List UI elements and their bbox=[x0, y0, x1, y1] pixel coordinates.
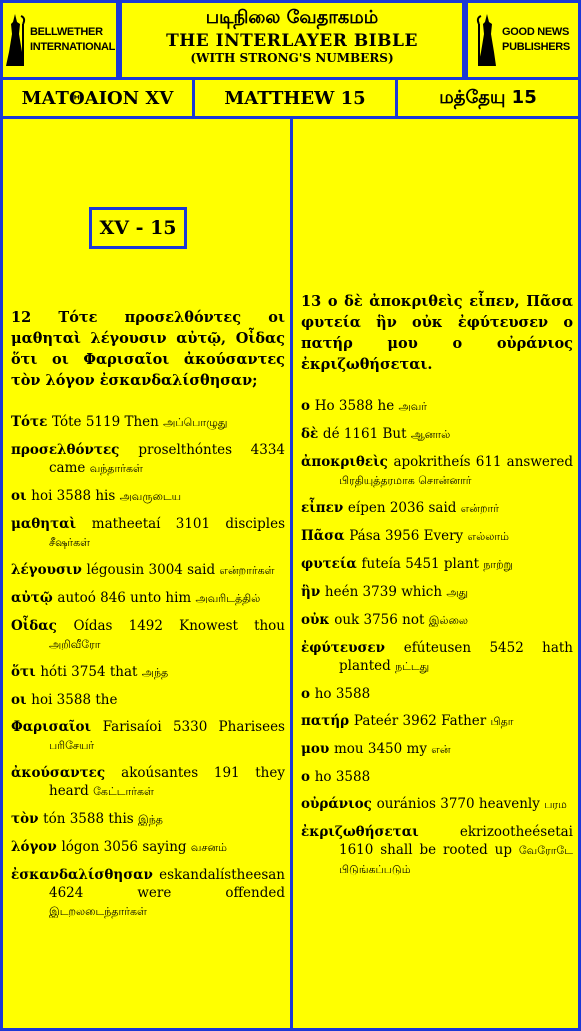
shepherd-icon bbox=[4, 12, 26, 68]
word-entry bbox=[301, 639, 573, 676]
title-tamil: படிநிலை வேதாகமம் bbox=[205, 7, 379, 28]
word-entry bbox=[301, 499, 573, 518]
transliteration-gloss: lógon 3056 saying bbox=[61, 839, 191, 855]
tamil-title-text: மத்தேயு 15 bbox=[439, 86, 537, 108]
transliteration-gloss: ho 3588 bbox=[314, 686, 371, 702]
english-title-text: MATTHEW 15 bbox=[224, 87, 366, 109]
greek-word: προσελθόντες bbox=[11, 442, 139, 458]
transliteration-gloss: Oídas 1492 Knowest thou bbox=[73, 618, 286, 634]
transliteration-gloss: hoi 3588 the bbox=[31, 692, 118, 708]
tamil-gloss: அவருடைய bbox=[119, 490, 182, 503]
greek-word: ἀκούσαντες bbox=[11, 765, 122, 781]
tamil-gloss: அறிவீரோ bbox=[49, 638, 101, 651]
word-entry bbox=[301, 768, 573, 786]
greek-word: ἐκριζωθήσεται bbox=[301, 824, 460, 840]
chapter-verse-label: XV - 15 bbox=[99, 217, 177, 239]
word-entry bbox=[11, 413, 285, 432]
book-title-greek bbox=[0, 77, 195, 119]
word-entry bbox=[301, 740, 573, 759]
book-title-english bbox=[192, 77, 398, 119]
verse-13-text: 13 ο δὲ ἀποκριθεὶς εἶπεν, Πᾶσα φυτεία ἣν οὐκ ἐφύτευσεν ο πατήρ μου ο οὐράνιος ἐκριζωθήσεται. bbox=[301, 293, 573, 373]
greek-word: οὐκ bbox=[301, 612, 335, 628]
transliteration-gloss: ekrizootheésetai 1610 shall be rooted up bbox=[339, 824, 573, 858]
transliteration-gloss: autoó 846 unto him bbox=[57, 590, 196, 606]
subtitle: (WITH STRONG'S NUMBERS) bbox=[190, 51, 394, 65]
greek-word: μαθηταὶ bbox=[11, 516, 92, 532]
word-entry bbox=[301, 712, 573, 731]
word-entry bbox=[11, 718, 285, 755]
tamil-gloss: என்றார் bbox=[460, 502, 499, 515]
transliteration-gloss: ouránios 3770 heavenly bbox=[376, 796, 545, 812]
greek-word: ο bbox=[301, 769, 315, 785]
transliteration-gloss: Pateér 3962 Father bbox=[353, 713, 491, 729]
word-entry bbox=[11, 838, 285, 857]
tamil-gloss: இல்லை bbox=[428, 614, 469, 627]
word-entry bbox=[301, 685, 573, 703]
greek-word: αὐτῷ bbox=[11, 590, 58, 606]
word-entry bbox=[11, 764, 285, 801]
word-entry bbox=[11, 561, 285, 580]
word-entry bbox=[301, 425, 573, 444]
greek-word: δὲ bbox=[301, 426, 323, 442]
right-column bbox=[290, 116, 581, 1031]
word-entry bbox=[11, 617, 285, 654]
tamil-gloss: என் bbox=[431, 743, 451, 756]
tamil-gloss: இந்த bbox=[138, 813, 163, 826]
greek-word: τὸν bbox=[11, 811, 44, 827]
word-entry bbox=[301, 555, 573, 574]
transliteration-gloss: Ho 3588 he bbox=[314, 398, 399, 414]
word-entry bbox=[11, 810, 285, 829]
greek-word: ἣν bbox=[301, 584, 325, 600]
greek-word: οὐράνιος bbox=[301, 796, 377, 812]
word-entry bbox=[301, 583, 573, 602]
transliteration-gloss: hóti 3754 that bbox=[40, 664, 142, 680]
word-entry bbox=[11, 487, 285, 506]
greek-word: μου bbox=[301, 741, 334, 757]
greek-word: οι bbox=[11, 488, 32, 504]
word-entry bbox=[301, 795, 573, 814]
tamil-gloss: எல்லாம் bbox=[467, 530, 509, 543]
left-column bbox=[0, 116, 293, 1031]
greek-word: εἶπεν bbox=[301, 500, 348, 516]
verse-12-text: 12 Τότε προσελθόντες οι μαθηταὶ λέγουσιν αὐτῷ, Οἶδας ὅτι οι Φαρισαῖοι ἀκούσαντες τὸν λόγον ἐσκανδαλίσθησαν; bbox=[11, 309, 285, 389]
greek-word: ο bbox=[301, 398, 315, 414]
logo-line-2: INTERNATIONAL bbox=[29, 41, 116, 53]
tamil-gloss: இடறலடைந்தார்கள் bbox=[49, 905, 147, 918]
word-entry bbox=[11, 589, 285, 608]
greek-word: λέγουσιν bbox=[11, 562, 87, 578]
word-entry bbox=[301, 611, 573, 630]
greek-word: οι bbox=[11, 692, 32, 708]
shepherd-icon bbox=[476, 12, 498, 68]
greek-title-text: ΜΑΤΘΑΙΟΝ XV bbox=[21, 87, 174, 109]
greek-word: πατήρ bbox=[301, 713, 354, 729]
logo-line-1: BELLWETHER bbox=[29, 26, 103, 38]
transliteration-gloss: Farisaíoi 5330 Pharisees bbox=[102, 719, 285, 735]
tamil-gloss: நட்டது bbox=[395, 660, 430, 673]
word-list bbox=[301, 397, 573, 879]
title-english: THE INTERLAYER BIBLE bbox=[166, 31, 418, 51]
tamil-gloss: நாற்று bbox=[483, 558, 513, 571]
greek-word: Οἶδας bbox=[11, 618, 74, 634]
word-entry bbox=[11, 866, 285, 921]
greek-word: ο bbox=[301, 686, 315, 702]
word-entry bbox=[11, 691, 285, 709]
word-entry bbox=[301, 527, 573, 546]
word-entry bbox=[11, 515, 285, 552]
transliteration-gloss: apokritheís 611 answered bbox=[393, 454, 573, 470]
greek-word: Φαρισαῖοι bbox=[11, 719, 103, 735]
good-news-logo bbox=[465, 0, 581, 80]
word-entry bbox=[301, 453, 573, 490]
transliteration-gloss: eípen 2036 said bbox=[347, 500, 461, 516]
transliteration-gloss: hoi 3588 his bbox=[31, 488, 120, 504]
tamil-gloss: அது bbox=[446, 586, 469, 599]
tamil-gloss: வந்தார்கள் bbox=[89, 462, 143, 475]
transliteration-gloss: mou 3450 my bbox=[333, 741, 432, 757]
chapter-verse-box bbox=[89, 207, 187, 249]
tamil-gloss: பிரதியுத்தரமாக சொன்னார் bbox=[339, 474, 472, 487]
transliteration-gloss: matheetaí 3101 disciples bbox=[91, 516, 286, 532]
transliteration-gloss: akoúsantes 191 they heard bbox=[49, 765, 285, 799]
tamil-gloss: பிதா bbox=[490, 715, 514, 728]
logo-line-1: GOOD NEWS bbox=[502, 26, 570, 38]
word-entry bbox=[301, 823, 573, 879]
tamil-gloss: அந்த bbox=[141, 666, 169, 679]
logo-line-2: PUBLISHERS bbox=[502, 41, 570, 53]
tamil-gloss: வசனம் bbox=[190, 841, 228, 854]
transliteration-gloss: futeía 5451 plant bbox=[361, 556, 484, 572]
bellwether-logo bbox=[0, 0, 119, 80]
transliteration-gloss: tón 3588 this bbox=[43, 811, 138, 827]
greek-word: ἐσκανδαλίσθησαν bbox=[11, 867, 160, 883]
word-entry bbox=[11, 441, 285, 478]
tamil-gloss: என்றார்கள் bbox=[219, 564, 275, 577]
tamil-gloss: ஆனால் bbox=[410, 428, 451, 441]
tamil-gloss: அப்பொழுது bbox=[163, 416, 228, 429]
page-title-block bbox=[119, 0, 465, 80]
word-entry bbox=[11, 663, 285, 682]
word-list bbox=[11, 413, 285, 921]
tamil-gloss: பரம bbox=[544, 798, 567, 811]
greek-word: φυτεία bbox=[301, 556, 362, 572]
transliteration-gloss: efúteusen 5452 hath planted bbox=[339, 640, 573, 674]
transliteration-gloss: ho 3588 bbox=[314, 769, 371, 785]
tamil-gloss: அவர் bbox=[398, 400, 428, 413]
word-entry bbox=[301, 397, 573, 416]
transliteration-gloss: Tóte 5119 Then bbox=[52, 414, 164, 430]
transliteration-gloss: dé 1161 But bbox=[322, 426, 411, 442]
greek-word: ἐφύτευσεν bbox=[301, 640, 404, 656]
tamil-gloss: கேட்டார்கள் bbox=[93, 785, 154, 798]
greek-word: Τότε bbox=[11, 414, 53, 430]
tamil-gloss: சீஷர்கள் bbox=[49, 536, 91, 549]
transliteration-gloss: eskandalístheesan 4624 were offended bbox=[49, 867, 285, 901]
tamil-gloss: பரிசேயர் bbox=[49, 739, 95, 752]
tamil-gloss: வேரோடே பிடுங்கப்படும் bbox=[339, 844, 573, 876]
greek-word: Πᾶσα bbox=[301, 528, 350, 544]
transliteration-gloss: ouk 3756 not bbox=[334, 612, 429, 628]
transliteration-gloss: proselthóntes 4334 came bbox=[49, 442, 285, 476]
transliteration-gloss: légousin 3004 said bbox=[86, 562, 220, 578]
greek-word: λόγον bbox=[11, 839, 62, 855]
greek-word: ὅτι bbox=[11, 664, 41, 680]
greek-word: ἀποκριθεὶς bbox=[301, 454, 394, 470]
book-title-tamil bbox=[395, 77, 581, 119]
tamil-gloss: அவரிடத்தில் bbox=[195, 592, 261, 605]
transliteration-gloss: Pása 3956 Every bbox=[349, 528, 468, 544]
transliteration-gloss: heén 3739 which bbox=[324, 584, 447, 600]
